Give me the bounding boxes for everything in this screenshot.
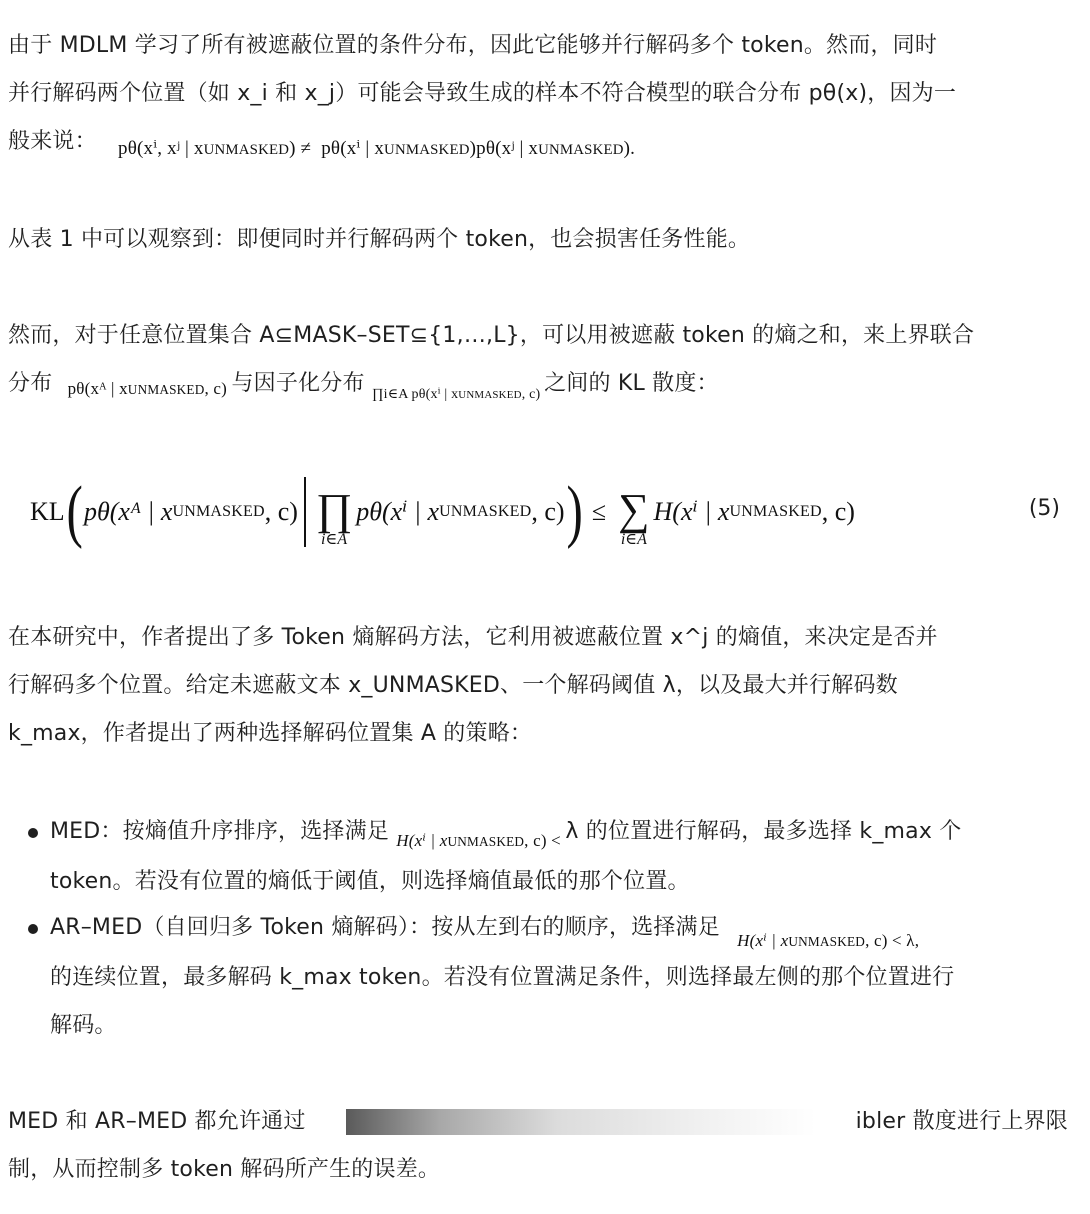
list-item-text	[50, 808, 1066, 906]
formula-subscript: UNMASKED	[127, 382, 205, 397]
method-line-2: 行解码多个位置。给定未遮蔽文本 x_UNMASKED、一个解码阈值 λ，以及最大并行解码数	[8, 673, 898, 698]
equation-body	[30, 472, 855, 552]
redacted-region	[346, 1109, 816, 1135]
paragraph-observation	[8, 216, 1068, 264]
equation-number: (5)	[1028, 496, 1060, 521]
armed-formula	[737, 931, 919, 950]
leq-symbol: ≤	[591, 497, 607, 526]
formula-end: ).	[623, 138, 636, 159]
conclusion-line-2: 制，从而控制多 token 解码所产生的误差。	[8, 1157, 441, 1182]
formula-subscript: UNMASKED	[203, 142, 290, 158]
intro-line-1: 由于 MDLM 学习了所有被遮蔽位置的条件分布，因此它能够并行解码多个 token。然而，同时	[8, 33, 938, 58]
intro-line-3	[8, 118, 1068, 168]
formula-rhs-1: pθ(xⁱ | x	[321, 138, 385, 159]
eq-right-end: , c)	[821, 497, 855, 526]
med-line-2: token。若没有位置的熵低于阈值，则选择熵值最低的那个位置。	[50, 869, 690, 894]
formula-subscript: UNMASKED	[384, 142, 470, 158]
eq-subscript: UNMASKED	[729, 503, 822, 520]
joint-text: pθ(xᴬ | x	[67, 379, 128, 398]
observation-text: 从表 1 中可以观察到：即便同时并行解码两个 token，也会损害任务性能。	[8, 227, 751, 252]
eq-subscript: UNMASKED	[439, 503, 532, 520]
armed-formula-text: H(xⁱ | x	[737, 931, 789, 950]
armed-formula-end: , c) < λ,	[865, 931, 920, 950]
sum-symbol: ∑	[618, 485, 650, 534]
intro-line-2: 并行解码两个位置（如 x_i 和 x_j）可能会导致生成的样本不符合模型的联合分布 pθ(x)，因为一	[8, 81, 957, 106]
med-prefix: MED：按熵值升序排序，选择满足	[50, 819, 390, 844]
divider-bar	[304, 477, 306, 547]
paragraph-intro	[8, 22, 1068, 168]
factored-end: , c)	[521, 387, 541, 402]
equation-5	[30, 458, 1070, 568]
med-suffix: λ 的位置进行解码，最多选择 k_max 个	[565, 819, 962, 844]
formula-subscript: UNMASKED	[447, 834, 525, 849]
product-symbol: ∏	[315, 485, 353, 534]
inequality-formula	[118, 138, 635, 159]
eq-mid-term: pθ(xⁱ | x	[356, 497, 440, 526]
joint-formula	[68, 379, 232, 398]
list-item-text	[50, 904, 1066, 1050]
armed-line-2: 的连续位置，最多解码 k_max token。若没有位置满足条件，则选择最左侧的那个位置进行	[50, 965, 955, 990]
eq-right-term: H(xⁱ | x	[653, 497, 730, 526]
armed-prefix: AR–MED（自回归多 Token 熵解码）：按从左到右的顺序，选择满足	[50, 915, 720, 940]
factored-formula	[372, 387, 544, 402]
bullet-icon	[28, 924, 38, 934]
paragraph-method	[8, 614, 1068, 758]
paragraph-conclusion	[8, 1098, 1068, 1194]
product-operator	[315, 485, 353, 550]
method-line-3: k_max，作者提出了两种选择解码位置集 A 的策略：	[8, 721, 533, 746]
product-subscript: i∈A	[321, 531, 348, 548]
eq-left-end: , c)	[264, 497, 298, 526]
med-formula-text: H(xⁱ | x	[396, 831, 448, 850]
right-paren: )	[566, 473, 583, 550]
paragraph-kl-bound	[8, 312, 1068, 411]
sum-operator	[618, 485, 650, 550]
method-line-1: 在本研究中，作者提出了多 Token 熵解码方法，它利用被遮蔽位置 x^j 的熵值，来决定是否并	[8, 625, 938, 650]
kl-line-2-mid: 与因子化分布	[231, 371, 365, 396]
formula-neq: ) ≠	[289, 138, 312, 159]
eq-left-term: pθ(xᴬ | x	[83, 497, 173, 526]
med-formula	[396, 831, 565, 850]
kl-line-2	[8, 360, 1068, 411]
formula-lhs: pθ(xⁱ, xʲ | x	[118, 138, 204, 159]
eq-mid-end: , c)	[531, 497, 565, 526]
factored-text: ∏i∈A pθ(xⁱ | x	[371, 387, 459, 402]
joint-end: , c)	[204, 379, 228, 398]
kl-line-2-prefix: 分布	[8, 371, 53, 396]
conclusion-prefix: MED 和 AR–MED 都允许通过	[8, 1109, 306, 1134]
eq-subscript: UNMASKED	[172, 503, 265, 520]
conclusion-suffix: ibler 散度进行上界限	[855, 1109, 1068, 1134]
list-item-ar-med	[22, 904, 1066, 1048]
formula-subscript: UNMASKED	[458, 389, 522, 401]
list-item-med	[22, 808, 1066, 904]
armed-line-3: 解码。	[50, 1013, 117, 1038]
sum-subscript: i∈A	[620, 531, 647, 548]
med-formula-end: , c) <	[524, 831, 561, 850]
med-line-1	[50, 808, 1066, 858]
armed-line-1	[50, 904, 1066, 954]
kl-symbol: KL	[30, 497, 65, 526]
formula-subscript: UNMASKED	[788, 934, 866, 949]
bullet-icon	[28, 828, 38, 838]
left-paren: (	[66, 473, 83, 550]
intro-line-3-prefix: 般来说：	[8, 129, 97, 154]
kl-line-1: 然而，对于任意位置集合 A⊆MASK–SET⊆{1,…,L}，可以用被遮蔽 token 的熵之和，来上界联合	[8, 323, 975, 348]
conclusion-line-1	[8, 1098, 1068, 1146]
formula-subscript: UNMASKED	[538, 142, 624, 158]
kl-line-2-suffix: 之间的 KL 散度：	[544, 371, 719, 396]
formula-rhs-2: )pθ(xʲ | x	[469, 138, 539, 159]
